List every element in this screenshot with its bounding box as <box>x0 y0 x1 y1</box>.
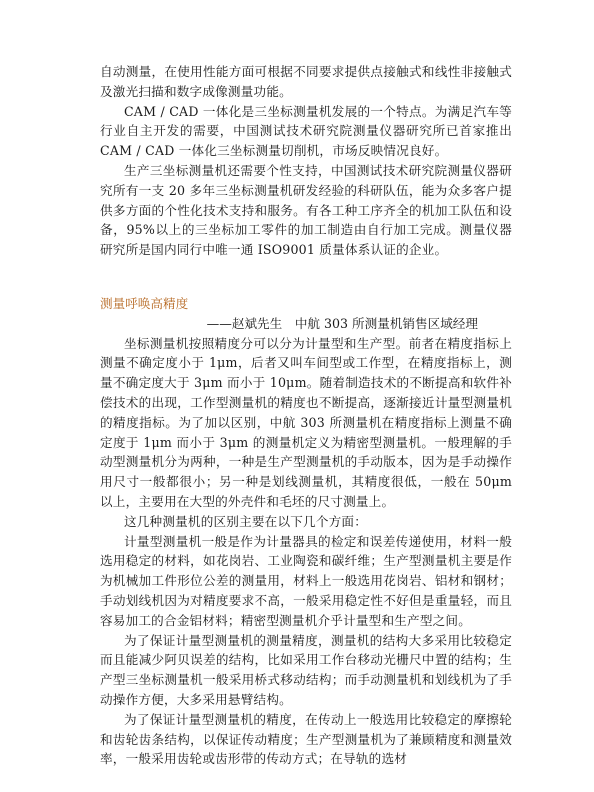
paragraph-materials: 计量型测量机一般是作为计量器具的检定和误差传递使用，材料一般选用稳定的材料，如花岗岩、工业陶瓷和碳纤维；生产型测量机主要是作为机械加工件形位公差的测量用，材料上一般选用花岗岩、铝材和钢材；手动划线机因为对精度要求不高，一般采用稳定性不好但是重量轻，而且容易加工的合金铝材料；精密型测量机介乎计量型和生产型之间。 <box>100 533 512 628</box>
section-heading: 测量呼唤高精度 <box>100 295 189 311</box>
paragraph-structure: 为了保证计量型测量机的测量精度，测量机的结构大多采用比较稳定而且能减少阿贝误差的结构，比如采用工作台移动光栅尺中置的结构；生产型三坐标测量机一般采用桥式移动结构；而手动测量机和划线机为了手动操作方便，大多采用悬臂结构。 <box>100 632 512 707</box>
paragraph-continuation: 自动测量，在使用性能方面可根据不同要求提供点接触式和线性非接触式及激光扫描和数字成像测量功能。 <box>100 64 512 99</box>
paragraph-accuracy-classes: 坐标测量机按照精度分可以分为计量型和生产型。前者在精度指标上测量不确定度小于 1μm，后者又叫车间型或工作型，在精度指标上，测量不确定度大于 3μm 而小于 10μm。随着制造技术的不断提高和软件补偿技术的出现，工作型测量机的精度也不断提高，逐渐接近计量型测量机的精度指标。为了加以区别，中航 303 所测量机在精度指标上测量不确定度于 1μm 而小于 3μm 的测量机定义为精密型测量机。一般理解的手动型测量机分为两种，一种是生产型测量机的手动版本，因为是手动操作用尺寸一般都很小；另一种是划线测量机，其精度很低，一般在 50μm 以上，主要用在大型的外壳件和毛坯的尺寸测量上。 <box>100 335 512 509</box>
paragraph-differences-intro: 这几种测量机的区别主要在以下几个方面： <box>123 513 368 529</box>
paragraph-cam-cad: CAM / CAD 一体化是三坐标测量机发展的一个特点。为满足汽车等行业自主开发的需要，中国测试技术研究院测量仪器研究所已首家推出 CAM / CAD 一体化三坐标测量切削机，市场反映情况良好。 <box>100 103 512 159</box>
document-body <box>100 62 512 769</box>
paragraph-transmission: 为了保证计量型测量机的精度，在传动上一般选用比较稳定的摩擦轮和齿轮齿条结构，以保证传动精度；生产型测量机为了兼顾精度和测量效率，一般采用齿轮或齿形带的传动方式；在导轨的选材 <box>100 711 512 767</box>
paragraph-support: 生产三坐标测量机还需要个性支持，中国测试技术研究院测量仪器研究所有一支 20 多年三坐标测量机研发经验的科研队伍，能为众多客户提供多方面的个性化技术支持和服务。有各工种工序齐全的机加工队伍和设备，95%以上的三坐标加工零件的加工制造由自行加工完成。测量仪器研究所是国内同行中唯一通 ISO9001 质量体系认证的企业。 <box>100 162 512 258</box>
section-spacer <box>100 260 512 294</box>
section-byline: ——赵斌先生 中航 303 所测量机销售区域经理 <box>206 315 478 331</box>
